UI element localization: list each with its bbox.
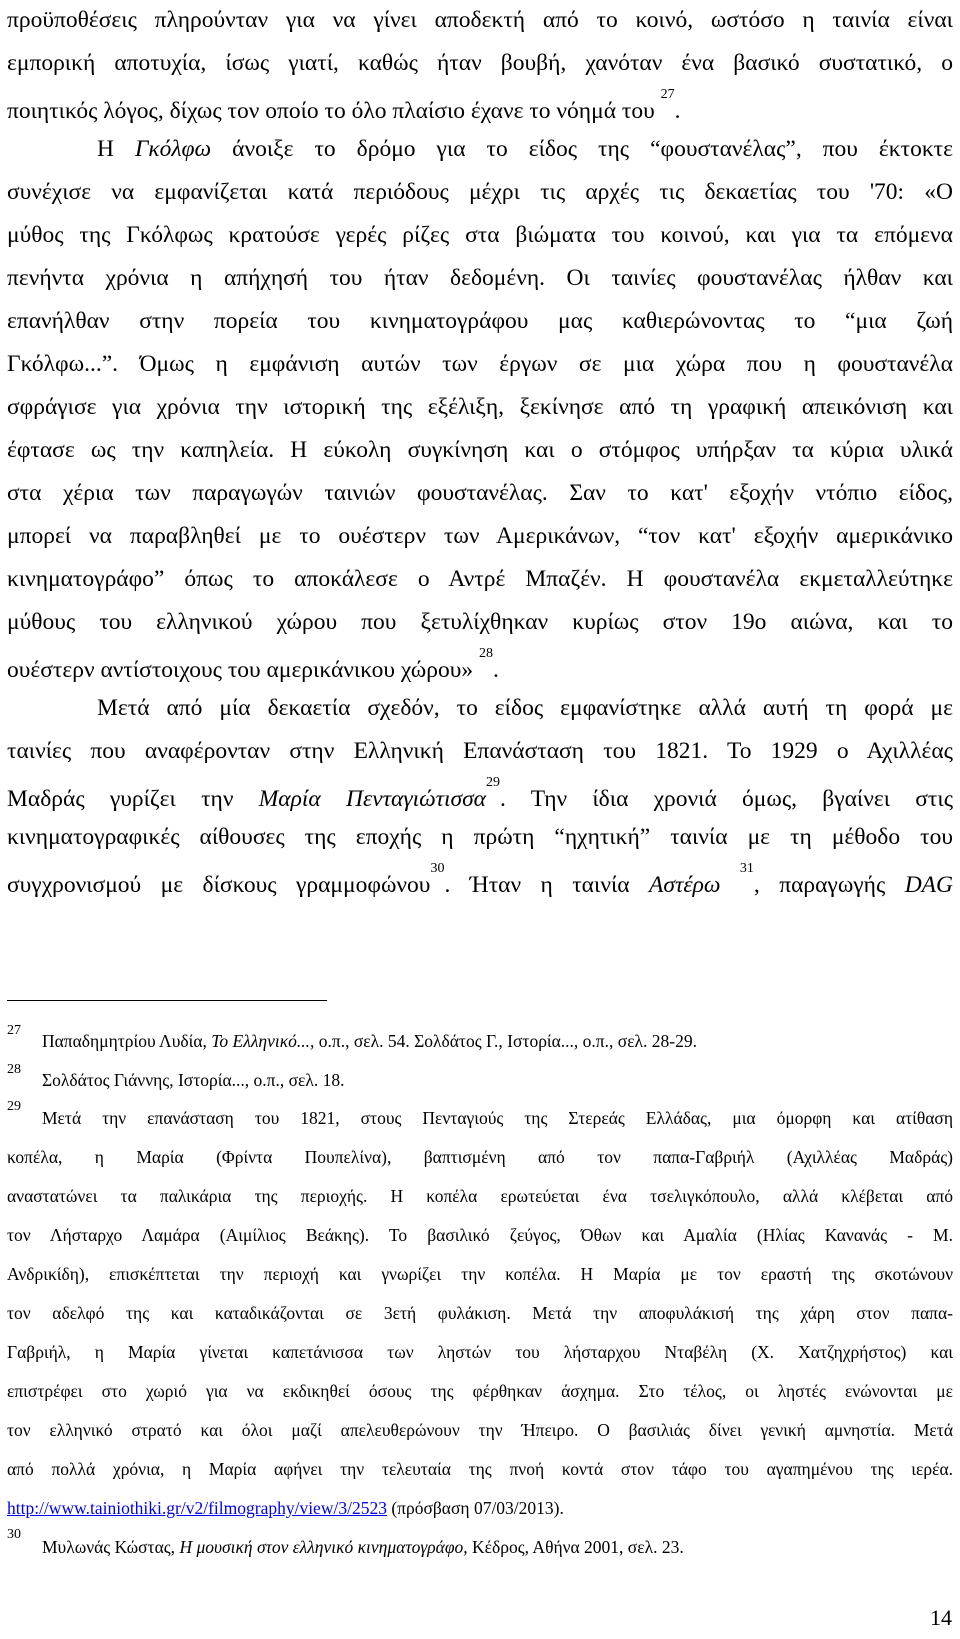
text-line: ποιητικός λόγος, δίχως τον οποίο το όλο πλαίσιο έχανε το νόημά του $^{27}$. [7,87,681,124]
text-line: μπορεί να παραβληθεί με το ουέστερν των Αμερικάνων, “τον κατ' εξοχήν αμερικάνικο [7,523,953,549]
footnote-29-line: κοπέλα, η Μαρία (Φρίντα Πουπελίνα), βαπτισμένη από τον παπα-Γαβριήλ (Αχιλλέας Μαδράς) [7,1147,953,1167]
text-line: Η Γκόλφω άνοιξε το δρόμο για το είδος της “φουστανέλας”, που έκτοκτε [97,136,953,162]
text-line: Γκόλφω...”. Όμως η εμφάνιση αυτών των έργων σε μια χώρα που η φουστανέλα [7,351,953,377]
text-line: στα χέρια των παραγωγών ταινιών φουστανέλας. Σαν το κατ' εξοχήν ντόπιο είδος, [7,480,953,506]
footnote-ref-30[interactable]: 30 [430,861,445,876]
text-line: Μετά από μία δεκαετία σχεδόν, το είδος εμφανίστηκε αλλά αυτή τη φορά με [97,695,953,721]
footnote-29-line: τον ελληνικό στρατό και όλοι μαζί απελευθερώνουν την Ήπειρο. Ο βασιλιάς δίνει γενική αμνηστία. Μετά [7,1420,953,1440]
footnote-separator [7,1000,327,1001]
text-line: εμπορική αποτυχία, ίσως γιατί, καθώς ήταν βουβή, χανόταν ένα βασικό συστατικό, ο [7,50,953,76]
footnote-29-line: http://www.tainiothiki.gr/v2/filmography/view/3/2523 (πρόσβαση 07/03/2013). [7,1498,564,1518]
footnote-28: Σολδάτος Γιάννης, Ιστορία..., ο.π., σελ. 18. [42,1070,345,1090]
footnote-29-line: τον Λήσταρχο Λαμάρα (Αιμίλιος Βεάκης). Το βασιλικό ζεύγος, Όθων και Αμαλία (Ηλίας Κανανάς - Μ. [7,1225,953,1245]
footnote-29-line: από πολλά χρόνια, η Μαρία αφήνει την τελευταία της πνοή κοντά στον τάφο του αγαπημένου της ιερέα. [7,1459,953,1479]
footnote-29-line: Μετά την επανάσταση του 1821, στους Πενταγιούς της Στερεάς Ελλάδας, μια όμορφη και ατίθαση [42,1108,953,1128]
film-title: Αστέρω [649,871,721,898]
footnote-ref-27[interactable]: 27 [660,87,675,102]
source-link[interactable]: http://www.tainiothiki.gr/v2/filmography/view/3/2523 [7,1498,387,1518]
text-line: μύθους του ελληνικού χώρου που ξετυλίχθηκαν κυρίως στον 19ο αιώνα, και το [7,609,953,635]
footnote-number: 28 [7,1062,21,1077]
footnote-ref-31[interactable]: 31 [739,861,754,876]
footnote-29-line: τον αδελφό της και καταδικάζονται σε 3ετή φυλάκιση. Μετά την αποφυλάκισή της χάρη στον παπα- [7,1303,953,1323]
film-title: Γκόλφω [134,136,212,162]
text-line: επανήλθαν στην πορεία του κινηματογράφου μας καθιερώνοντας το “μια ζωή [7,308,953,334]
footnote-ref-28[interactable]: 28 [478,646,493,661]
text-line: συγχρονισμού με δίσκους γραμμοφώνου$^{30}$. Ήταν η ταινία Αστέρω $^{31}$, παραγωγής DAG [7,861,953,898]
text-line: κινηματογραφικές αίθουσες της εποχής η πρώτη “ηχητική” ταινία με τη μέθοδο του [7,824,953,850]
text-line: ουέστερν αντίστοιχους του αμερικάνικου χώρου» $^{28}$. [7,646,499,683]
text-line: Μαδράς γυρίζει την Μαρία Πενταγιώτισσα$^{29}$. Την ίδια χρονιά όμως, βγαίνει στις [7,775,954,812]
text-line: ταινίες που αναφέρονταν στην Ελληνική Επανάσταση του 1821. Το 1929 ο Αχιλλέας [7,738,953,764]
footnote-29-line: αναστατώνει τα παλικάρια της περιοχής. Η κοπέλα ερωτεύεται ένα τσελιγκόπουλο, αλλά κλέβεται από [7,1186,953,1206]
text-line: πενήντα χρόνια η απήχησή του ήταν δεδομένη. Οι ταινίες φουστανέλας ήλθαν και [7,265,953,291]
text-line: κινηματογράφο” όπως το αποκάλεσε ο Αντρέ Μπαζέν. Η φουστανέλα εκμεταλλεύτηκε [7,566,953,592]
footnote-27: Παπαδημητρίου Λυδία, Το Ελληνικό..., ο.π., σελ. 54. Σολδάτος Γ., Ιστορία..., ο.π., σελ. 28-29. [42,1031,697,1051]
footnote-number: 29 [7,1099,21,1114]
text-line: προϋποθέσεις πληρούνταν για να γίνει αποδεκτή από το κοινό, ωστόσο η ταινία είναι [7,7,953,33]
page-number: 14 [930,1605,952,1630]
footnote-29-line: Γαβριήλ, η Μαρία γίνεται καπετάνισσα των ληστών του λήσταρχου Νταβέλη (Χ. Χατζηχρήστος) και [7,1342,953,1362]
footnote-29-line: Ανδρικίδη), επισκέπτεται την περιοχή και γνωρίζει την κοπέλα. Η Μαρία με τον εραστή της σκοτώνουν [7,1264,953,1284]
studio-name: DAG [904,871,953,898]
text-line: έφτασε ως την καπηλεία. Η εύκολη συγκίνηση και ο στόμφος υπήρξαν τα κύρια υλικά [7,437,953,463]
text-line: συνέχισε να εμφανίζεται κατά περιόδους μέχρι τις αρχές τις δεκαετίας του '70: «Ο [7,179,953,205]
footnote-number: 30 [7,1527,21,1542]
text-line: μύθος της Γκόλφως κρατούσε γερές ρίζες στα βιώματα του κοινού, και για τα επόμενα [7,222,953,248]
film-title: Μαρία Πενταγιώτισσα [258,785,487,812]
text-line: σφράγισε για χρόνια την ιστορική της εξέλιξη, ξεκίνησε από τη γραφική απεικόνιση και [7,394,953,420]
footnote-30: Μυλωνάς Κώστας, Η μουσική στον ελληνικό κινηματογράφο, Κέδρος, Αθήνα 2001, σελ. 23. [42,1537,684,1557]
footnote-number: 27 [7,1023,21,1038]
footnote-29-line: επιστρέφει στο χωριό για να εκδικηθεί όσους της φέρθηκαν άσχημα. Στο τέλος, οι ληστές ενώνονται με [7,1381,953,1401]
footnote-ref-29[interactable]: 29 [486,775,501,790]
